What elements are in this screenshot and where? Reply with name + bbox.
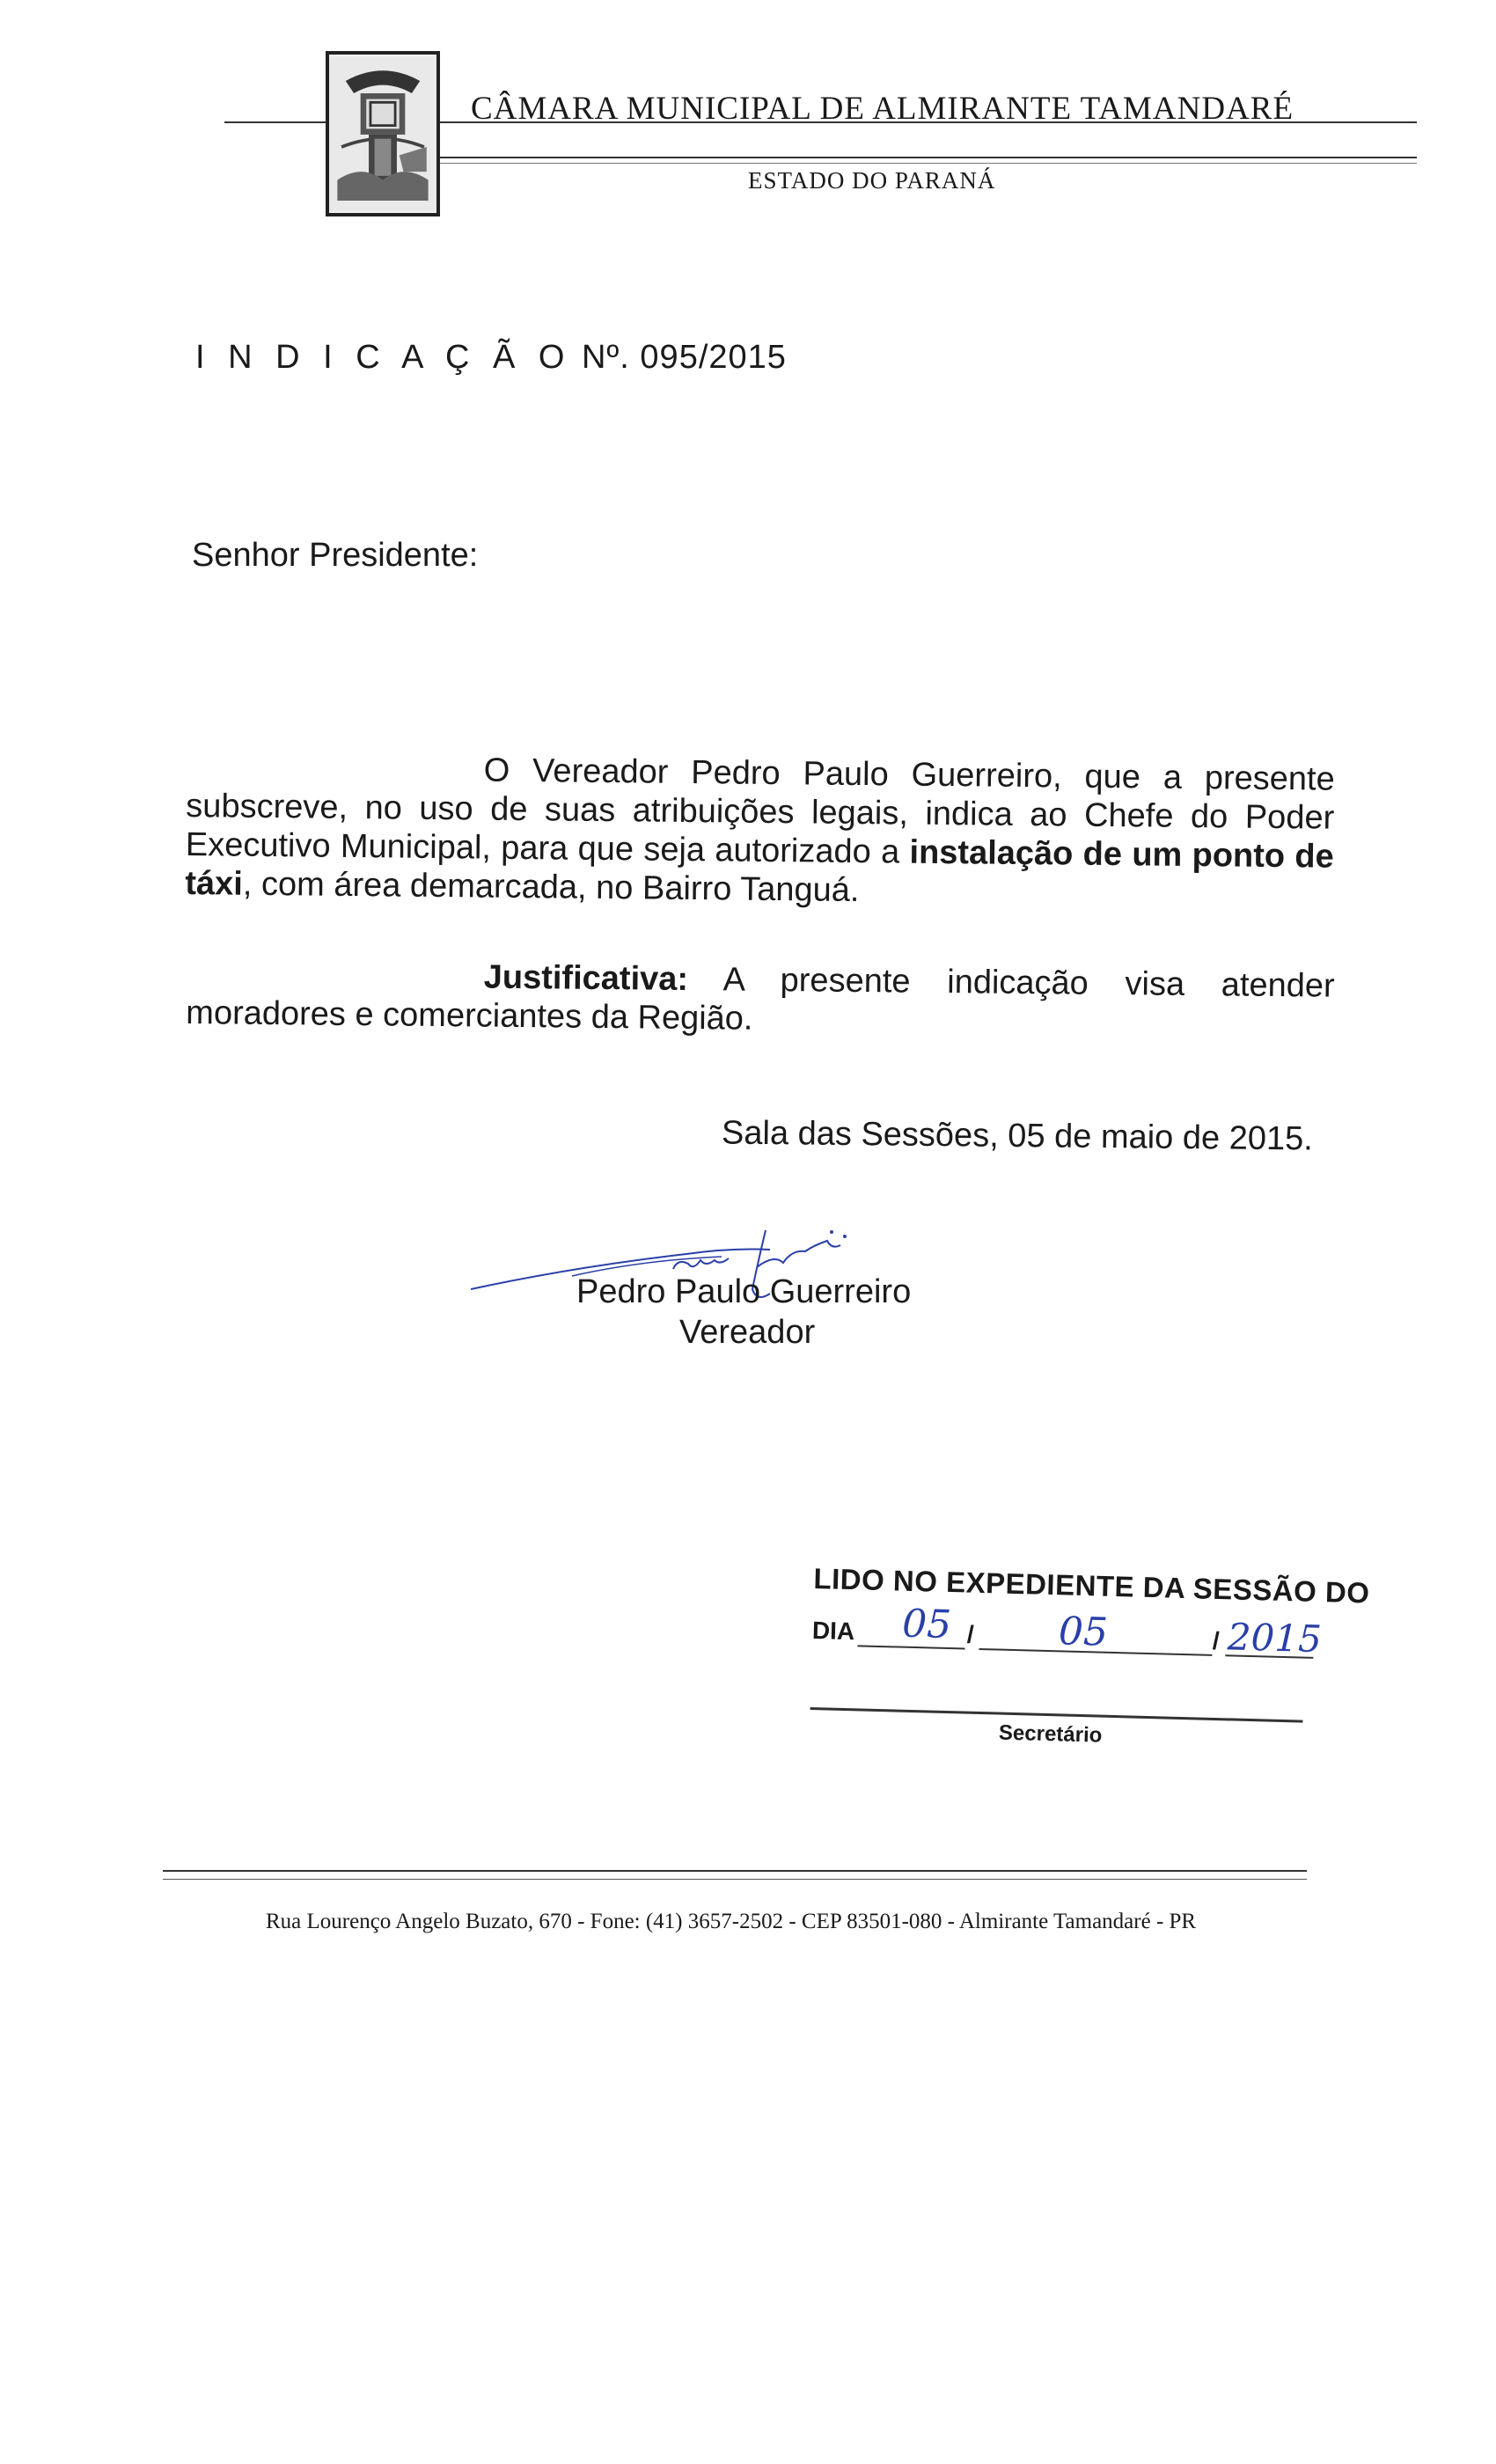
body-text-part1: O Vereador Pedro Paulo Guerreiro, que a presente subscreve, no uso de suas atribuições legais, indica ao Chefe do Poder Executivo Municipal, para que seja autorizado a	[185, 752, 1335, 871]
institution-subtitle: ESTADO DO PARANÁ	[748, 167, 996, 194]
document-heading	[195, 339, 787, 377]
stamp-dia-label: DIA	[811, 1616, 855, 1646]
justification-label: Justificativa:	[483, 958, 689, 998]
stamp-sep-1: /	[966, 1620, 975, 1648]
stamp-secretario-label: Secretário	[998, 1720, 1103, 1748]
reading-stamp	[809, 1562, 1371, 1786]
stamp-signature-line	[810, 1707, 1303, 1723]
justification-text: A presente indicação visa atender moradores e comerciantes da Região.	[186, 960, 1335, 1038]
salutation: Senhor Presidente:	[192, 537, 479, 574]
stamp-date-row	[812, 1617, 855, 1646]
stamp-month-handwritten: 05	[1058, 1609, 1109, 1655]
institution-title: CÂMARA MUNICIPAL DE ALMIRANTE TAMANDARÉ	[471, 91, 1294, 127]
footer-address: Rua Lourenço Angelo Buzato, 670 - Fone: (41) 3657-2502 - CEP 83501-080 - Almirante Tamandaré - PR	[266, 1910, 1197, 1933]
body-paragraph	[185, 748, 1335, 915]
stamp-title: LIDO NO EXPEDIENTE DA SESSÃO DO	[813, 1562, 1371, 1610]
stamp-sep-2: /	[1212, 1626, 1220, 1655]
coat-of-arms-icon	[326, 51, 440, 216]
body-text-part2: , com área demarcada, no Bairro Tanguá.	[242, 865, 860, 910]
indicacao-number: 095/2015	[640, 339, 787, 376]
indicacao-label: I N D I C A Ç Ã O	[195, 339, 572, 376]
footer-rule-top	[163, 1870, 1307, 1872]
indicacao-no: Nº.	[581, 339, 630, 376]
footer-rule-bottom	[163, 1879, 1307, 1880]
signatory-role: Vereador	[679, 1314, 816, 1351]
stamp-year-handwritten: 2015	[1227, 1615, 1323, 1661]
stamp-day-handwritten: 05	[901, 1601, 952, 1648]
header-rule-thin	[440, 163, 1417, 164]
place-date: Sala das Sessões, 05 de maio de 2015.	[721, 1114, 1314, 1158]
justification-paragraph	[186, 955, 1335, 1045]
header-rule-middle	[440, 157, 1417, 158]
body-text-bold: instalação de um ponto de táxi	[185, 833, 1334, 903]
signatory-name: Pedro Paulo Guerreiro	[576, 1273, 912, 1310]
